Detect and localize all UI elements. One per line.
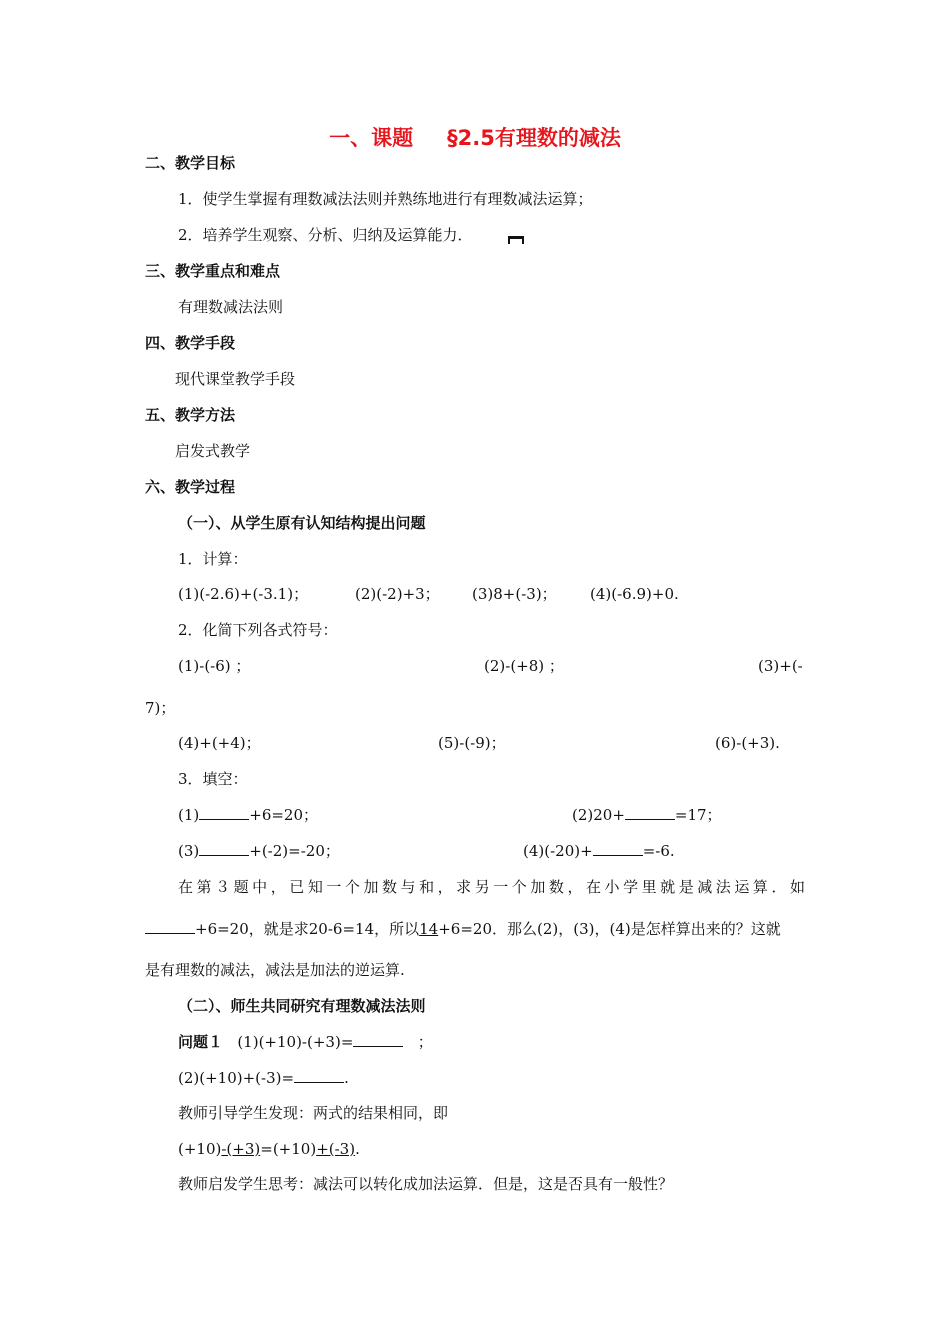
equivalence-equation (178, 1139, 360, 1159)
q2-item-1: (1)-(-6) ； (178, 657, 251, 675)
q3-item-2-prefix: (2)20+ (572, 806, 625, 824)
method-text: 启发式教学 (175, 442, 251, 460)
reflection-text: 教师启发学生思考：减法可以转化成加法运算．但是，这是否具有一般性？ (178, 1175, 674, 1193)
eq-part-c: =(+10) (260, 1140, 317, 1158)
eq-part-d: +(-3) (316, 1140, 356, 1158)
focus-text: 有理数减法法则 (178, 298, 284, 316)
problem-1-eq-2-end: . (344, 1069, 349, 1087)
q3-item-3-suffix: +(-2)=-20； (249, 842, 340, 860)
explanation-text-a: +6=20，就是求20-6=14，所以 (195, 920, 420, 938)
q3-item-1-prefix: (1) (178, 806, 200, 824)
objective-item-2: 2．培养学生观察、分析、归纳及运算能力． (178, 226, 473, 244)
q3-item-2-suffix: =17； (674, 806, 722, 824)
q2-item-5: (5)-(-9)； (438, 734, 506, 752)
q3-item-3-prefix: (3) (178, 842, 200, 860)
q3-item-4-suffix: =-6. (642, 842, 675, 860)
q2-item-3-continued: 7)； (145, 699, 176, 717)
q3-item-1 (178, 805, 318, 825)
eq-part-a: (+10) (178, 1140, 222, 1158)
q2-item-2: (2)-(+8) ； (484, 657, 564, 675)
eq-part-b: -(+3) (221, 1140, 261, 1158)
section-heading-objectives: 二、教学目标 (145, 154, 236, 172)
q3-item-4-prefix: (4)(-20)+ (523, 842, 593, 860)
q1-item-4: (4)(-6.9)+0. (590, 585, 679, 603)
q3-item-1-suffix: +6=20； (249, 806, 319, 824)
explanation-answer: 14 (419, 920, 439, 938)
fill-blank (625, 805, 675, 820)
page-title (0, 124, 950, 152)
fill-blank (145, 919, 195, 934)
section-heading-method: 五、教学方法 (145, 406, 236, 424)
problem-1-eq-1: (1)(+10)-(+3)= (237, 1033, 354, 1051)
discovery-text: 教师引导学生发现：两式的结果相同，即 (178, 1104, 449, 1122)
q1-item-3: (3)8+(-3)； (472, 585, 557, 603)
question-1-label: 1．计算： (178, 550, 248, 568)
return-mark-icon (508, 236, 524, 244)
question-2-label: 2．化简下列各式符号： (178, 621, 338, 639)
question-3-label: 3．填空： (178, 770, 248, 788)
problem-1-eq-2: (2)(+10)+(-3)= (178, 1069, 295, 1087)
q1-item-2: (2)(-2)+3； (355, 585, 440, 603)
problem-1-eq-1-end: ； (417, 1033, 433, 1051)
problem-1-line (178, 1032, 433, 1052)
q3-item-2 (572, 805, 722, 825)
q2-item-6: (6)-(+3). (715, 734, 780, 752)
section-heading-means: 四、教学手段 (145, 334, 236, 352)
section-heading-process: 六、教学过程 (145, 478, 236, 496)
explanation-line-3: 是有理数的减法，减法是加法的逆运算. (145, 961, 405, 979)
fill-blank (199, 805, 249, 820)
eq-part-e: . (355, 1140, 360, 1158)
problem-1-line-2 (178, 1068, 349, 1088)
subsection-heading-2: （二）、师生共同研究有理数减法法则 (178, 997, 426, 1015)
fill-blank (199, 841, 249, 856)
means-text: 现代课堂教学手段 (175, 370, 296, 388)
q2-item-4: (4)+(+4)； (178, 734, 261, 752)
q1-item-1: (1)(-2.6)+(-3.1)； (178, 585, 309, 603)
fill-blank (294, 1068, 344, 1083)
section-heading-focus: 三、教学重点和难点 (145, 262, 281, 280)
objective-item-1: 1．使学生掌握有理数减法法则并熟练地进行有理数减法运算； (178, 190, 593, 208)
explanation-line-1: 在第３题中，已知一个加数与和，求另一个加数，在小学里就是减法运算．如 (178, 878, 807, 896)
q3-item-4 (523, 841, 675, 861)
problem-1-label: 问题１ (178, 1033, 224, 1051)
title-topic: §2.5有理数的减法 (447, 126, 621, 150)
q2-item-3: (3)+(- (758, 657, 803, 675)
fill-blank (353, 1032, 403, 1047)
title-lesson-label: 一、课题 (329, 126, 414, 150)
q3-item-3 (178, 841, 340, 861)
explanation-line-2 (145, 919, 781, 939)
explanation-text-b: +6=20．那么(2)，(3)，(4)是怎样算出来的？这就 (438, 920, 781, 938)
subsection-heading-1: （一）、从学生原有认知结构提出问题 (178, 514, 426, 532)
fill-blank (593, 841, 643, 856)
